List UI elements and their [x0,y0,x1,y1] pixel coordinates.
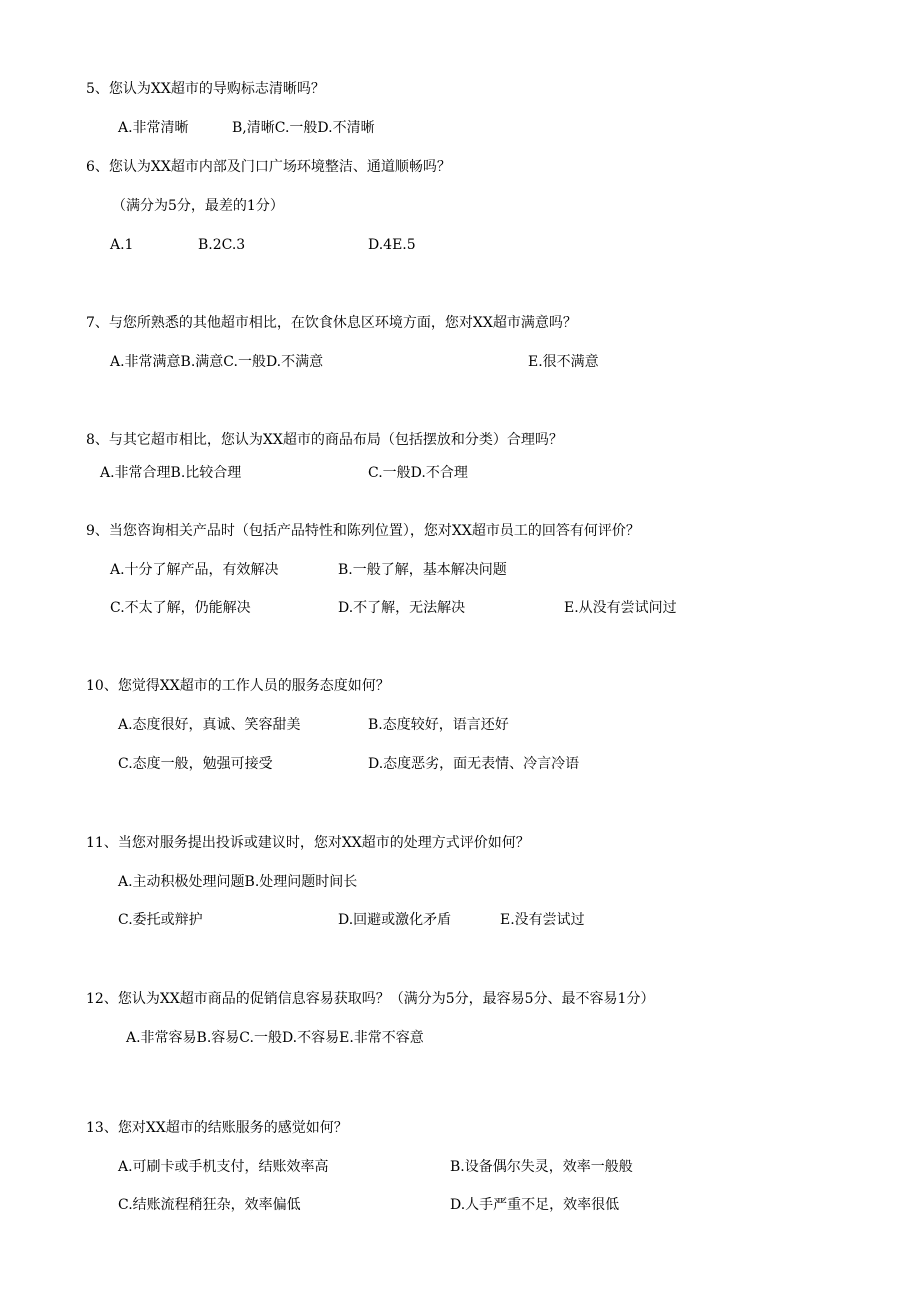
question-10-text: 10、您觉得XX超市的工作人员的服务态度如何？ [86,678,390,694]
question-7-text: 7、与您所熟悉的其他超市相比，在饮食休息区环境方面，您对XX超市满意吗？ [86,315,577,331]
question-6-note: （满分为5分，最差的1分） [112,198,284,214]
question-10-option-a: A.态度很好，真诚、笑容甜美 [118,717,301,733]
question-9-option-c: C.不太了解，仍能解决 [110,600,251,616]
question-11-option-e: E.没有尝试过 [500,912,585,928]
question-13-option-c: C.结账流程稍狂杂，效率偏低 [118,1197,301,1213]
question-7-option-abcd: A.非常满意B.满意C.一般D.不满意 [110,354,324,370]
question-6-text: 6、您认为XX超市内部及门口广场环境整洁、通道顺畅吗？ [86,159,451,175]
question-9-option-a: A.十分了解产品，有效解决 [110,562,279,578]
question-11-text: 11、当您对服务提出投诉或建议时，您对XX超市的处理方式评价如何？ [86,835,530,851]
question-6-option-bc: B.2C.3 [198,237,246,253]
question-5-text: 5、您认为XX超市的导购标志清晰吗？ [86,81,325,97]
question-8-option-cd: C.一般D.不合理 [368,465,468,481]
question-13-option-d: D.人手严重不足，效率很低 [450,1197,620,1213]
question-13-text: 13、您对XX超市的结账服务的感觉如何？ [86,1120,348,1136]
question-9-text: 9、当您咨询相关产品时（包括产品特性和陈列位置），您对XX超市员工的回答有何评价？ [86,523,640,539]
question-5-option-bcd: B,清晰C.一般D.不清晰 [232,120,375,136]
question-9-option-b: B.一般了解，基本解决问题 [338,562,507,578]
question-12-text: 12、您认为XX超市商品的促销信息容易获取吗？（满分为5分，最容易5分、最不容易1分） [86,991,655,1007]
question-9-option-d: D.不了解，无法解决 [338,600,466,616]
question-10-option-b: B.态度较好，语言还好 [368,717,509,733]
question-7-option-e: E.很不满意 [528,354,599,370]
question-10-option-d: D.态度恶劣，面无表情、冷言冷语 [368,756,580,772]
question-12-options: A.非常容易B.容易C.一般D.不容易E.非常不容意 [126,1030,424,1046]
question-6-option-de: D.4E.5 [368,237,416,253]
question-11-option-d: D.回避或激化矛盾 [338,912,452,928]
question-11-option-c: C.委托或辩护 [118,912,203,928]
question-5-option-a: A.非常清晰 [118,120,189,136]
question-8-text: 8、与其它超市相比，您认为XX超市的商品布局（包括摆放和分类）合理吗？ [86,432,563,448]
question-10-option-c: C.态度一般，勉强可接受 [118,756,273,772]
question-6-option-a: A.1 [110,237,134,253]
question-13-option-a: A.可刷卡或手机支付，结账效率高 [118,1159,329,1175]
question-13-option-b: B.设备偶尔失灵，效率一般般 [450,1159,633,1175]
question-8-option-ab: A.非常合理B.比较合理 [100,465,242,481]
question-9-option-e: E.从没有尝试问过 [564,600,677,616]
question-11-option-ab: A.主动积极处理问题B.处理问题时间长 [118,874,358,890]
